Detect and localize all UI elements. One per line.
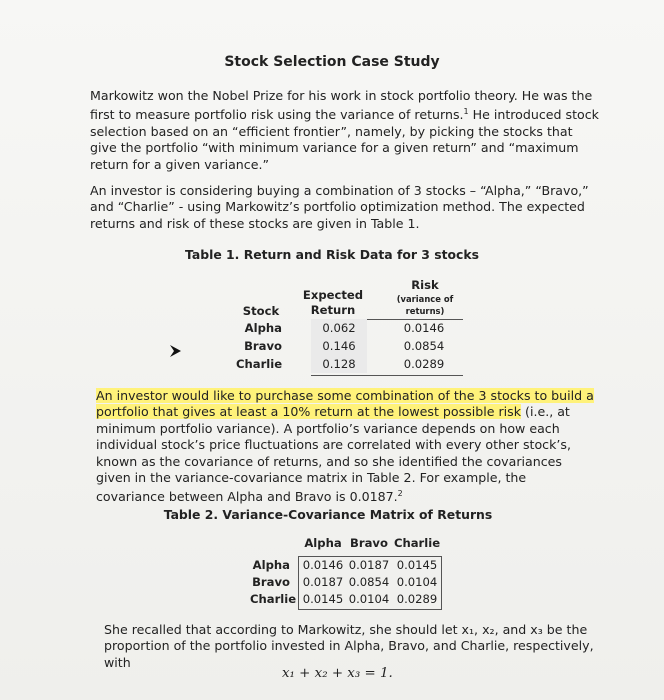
constraint-equation: x₁ + x₂ + x₃ = 1. <box>282 666 393 681</box>
table-cell: 0.0187 <box>302 575 344 589</box>
table1-header-return: Expected Return <box>302 288 364 317</box>
table-cell: 0.0289 <box>396 592 438 606</box>
table-cell: 0.0145 <box>396 558 438 572</box>
table2-row-label: Bravo <box>252 575 290 589</box>
table-cell: 0.0146 <box>302 558 344 572</box>
table1-caption: Table 1. Return and Risk Data for 3 stocks <box>185 247 479 262</box>
table2-col-bravo: Bravo <box>350 536 388 550</box>
paragraph-objective: An investor would like to purchase some combination of the 3 stocks to build a portfolio that gives at least a 10% return at the lowest possible risk (i.e., at minimum portfolio variance). A portfolio’s variance depends on how each individual stock’s price fluctuations are correlated with every other stock’s, known as the covariance of returns, and so she identified the covariances given in the variance-covariance matrix in Table 2. For example, the covariance between Alpha and Bravo is 0.0187.$^2$ <box>96 388 594 505</box>
footnote-2: 2 <box>397 489 403 499</box>
highlighted-objective: An investor would like to purchase some combination of the 3 stocks to build a portfolio that gives at least a 10% return at the lowest possible risk <box>96 388 594 420</box>
table-cell: 0.0104 <box>396 575 438 589</box>
table1-header-stock: Stock <box>242 304 280 318</box>
document-title: Stock Selection Case Study <box>224 54 440 70</box>
table-cell: 0.0104 <box>348 592 390 606</box>
table-cell: 0.0187 <box>348 558 390 572</box>
paragraph-markowitz-variables: She recalled that according to Markowitz, she should let x₁, x₂, and x₃ be the proportion of the portfolio invested in Alpha, Bravo, and Charlie, respectively, with <box>104 622 594 670</box>
table2-col-charlie: Charlie <box>393 536 441 550</box>
mouse-cursor-icon <box>168 343 182 362</box>
paragraph-investor: An investor is considering buying a combination of 3 stocks – “Alpha,” “Bravo,” and “Charlie” - using Markowitz’s portfolio optimization method. The expected returns and risk of these stocks are given in Table 1. <box>90 183 589 231</box>
table-cell: 0.0145 <box>302 592 344 606</box>
document-page: Stock Selection Case Study Markowitz won the Nobel Prize for his work in stock portfolio theory. He was the first to measure portfolio risk using the variance of returns.$^1$ He introduced stock selection based on an “efficient frontier”, namely, by picking the stocks that give the portfolio “with minimum variance for a given return” and “maximum return for a given variance.” An investor is considering buying a combination of 3 stocks – “Alpha,” “Bravo,” and “Charlie” - using Markowitz’s portfolio optimization method. The expected returns and risk of these stocks are given in Table 1. Table 1. Return and Risk Data for 3 stocks Stock Expected Return Risk (variance of returns) Alpha 0.062 0.0146 Bravo 0.146 0.0854 Charlie 0.128 0.0289 An investor would like to purchase some combination of the 3 stocks to build a portfolio that gives at least a 10% return at the lowest possible risk (i.e., at minimum portfolio variance). A portfolio’s variance depends on how each individual stock’s price fluctuations are correlated with every other stock’s, known as the covariance of returns, and so she identified the covariances given in the variance-covariance matrix in Table 2. For example, the covariance between Alpha and Bravo is 0.0187.$^2$ Table 2. Variance-Covariance Matrix of Returns Alpha Bravo Charlie Alpha 0.0146 0.0187 0.0145 Bravo 0.0187 0.0854 0.0104 Charlie 0.0145 0.0104 0.0289 She recalled that according to Markowitz, she should let x₁, x₂, and x₃ be the proportion of the portfolio invested in Alpha, Bravo, and Charlie, respectively, with x₁ + x₂ + x₃ = 1. <box>0 0 664 700</box>
table-cell: 0.0854 <box>348 575 390 589</box>
table2-caption: Table 2. Variance-Covariance Matrix of Returns <box>163 507 493 522</box>
paragraph-intro: Markowitz won the Nobel Prize for his work in stock portfolio theory. He was the first to measure portfolio risk using the variance of returns.$^1$ He introduced stock selection based on an “efficient frontier”, namely, by picking the stocks that give the portfolio “with minimum variance for a given return” and “maximum return for a given variance.” <box>90 88 599 172</box>
table2-row-label: Alpha <box>252 558 290 572</box>
table2-row-label: Charlie <box>250 592 297 606</box>
table1-header-risk: Risk (variance of returns) <box>396 278 454 316</box>
footnote-1: 1 <box>463 107 469 117</box>
table2-col-alpha: Alpha <box>304 536 342 550</box>
